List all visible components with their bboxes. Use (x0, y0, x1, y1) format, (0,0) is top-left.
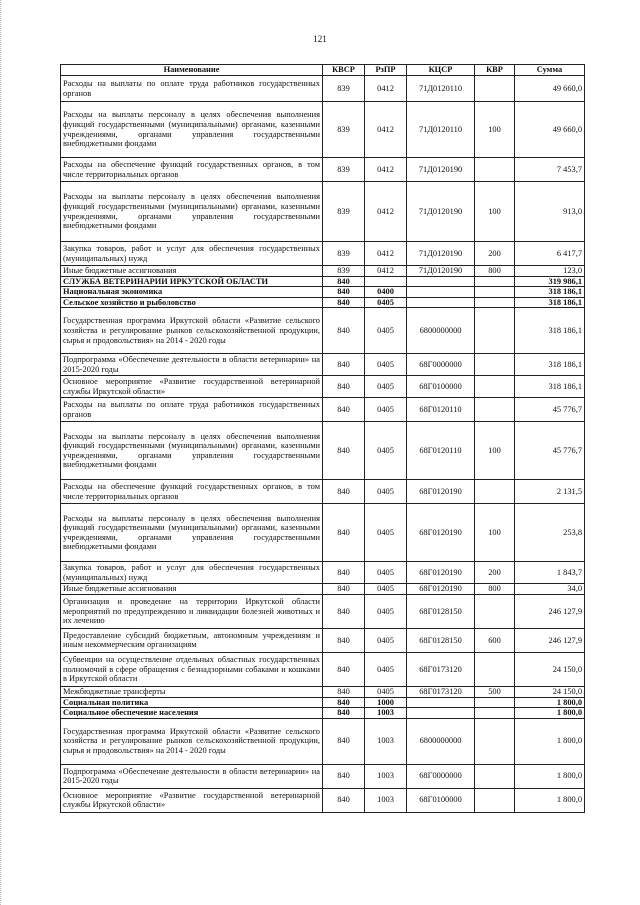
table-header-row (61, 65, 585, 76)
cell-rzpr: 0405 (365, 376, 407, 398)
cell-kvsr: 839 (323, 76, 365, 102)
cell-kvr (475, 764, 515, 788)
cell-rzpr: 0405 (365, 686, 407, 697)
cell-rzpr: 0405 (365, 480, 407, 504)
cell-name: СЛУЖБА ВЕТЕРИНАРИИ ИРКУТСКОЙ ОБЛАСТИ (61, 276, 323, 287)
cell-kvsr: 840 (323, 697, 365, 708)
cell-sum: 49 660,0 (515, 76, 585, 102)
cell-rzpr: 0412 (365, 242, 407, 266)
cell-name: Основное мероприятие «Развитие государственной ветеринарной службы Иркутской области» (61, 376, 323, 398)
cell-sum: 1 843,7 (515, 562, 585, 584)
cell-rzpr: 0412 (365, 102, 407, 158)
cell-kvsr: 840 (323, 594, 365, 628)
table-row (61, 686, 585, 697)
table-row (61, 562, 585, 584)
cell-kvsr: 839 (323, 266, 365, 277)
cell-kvsr: 840 (323, 422, 365, 480)
cell-kvsr: 840 (323, 276, 365, 287)
cell-kcsr: 68Г0120190 (407, 584, 475, 595)
cell-kvsr: 840 (323, 376, 365, 398)
cell-rzpr: 1003 (365, 718, 407, 764)
cell-sum: 1 800,0 (515, 764, 585, 788)
cell-sum: 1 800,0 (515, 788, 585, 812)
cell-kcsr: 68Г0000000 (407, 764, 475, 788)
cell-kvr (475, 276, 515, 287)
cell-kvsr: 839 (323, 102, 365, 158)
cell-name: Закупка товаров, работ и услуг для обеспечения государственных (муниципальных) нужд (61, 242, 323, 266)
cell-name: Подпрограмма «Обеспечение деятельности в области ветеринарии» на 2015-2020 годы (61, 354, 323, 376)
cell-rzpr: 0412 (365, 182, 407, 242)
cell-kcsr: 68Г0128150 (407, 628, 475, 652)
table-row (61, 102, 585, 158)
cell-name: Закупка товаров, работ и услуг для обеспечения государственных (муниципальных) нужд (61, 562, 323, 584)
cell-rzpr: 0405 (365, 297, 407, 308)
col-header-kvr: КВР (475, 65, 515, 76)
cell-sum: 318 186,1 (515, 354, 585, 376)
cell-name: Иные бюджетные ассигнования (61, 584, 323, 595)
cell-sum: 34,0 (515, 584, 585, 595)
cell-kvr (475, 788, 515, 812)
cell-rzpr: 1000 (365, 697, 407, 708)
cell-name: Предоставление субсидий бюджетным, автономным учреждениям и иным некоммерческим организациям (61, 628, 323, 652)
table-row (61, 594, 585, 628)
cell-rzpr: 0405 (365, 422, 407, 480)
cell-rzpr: 0412 (365, 158, 407, 182)
cell-sum: 1 800,0 (515, 697, 585, 708)
cell-kvsr: 839 (323, 182, 365, 242)
cell-rzpr: 0405 (365, 354, 407, 376)
cell-kvr: 600 (475, 628, 515, 652)
cell-name: Расходы на выплаты по оплате труда работников государственных органов (61, 76, 323, 102)
cell-kvsr: 840 (323, 504, 365, 562)
cell-sum: 49 660,0 (515, 102, 585, 158)
cell-sum: 319 986,1 (515, 276, 585, 287)
cell-kvr: 800 (475, 584, 515, 595)
table-row (61, 266, 585, 277)
cell-kvr: 800 (475, 266, 515, 277)
cell-kcsr: 71Д0120190 (407, 242, 475, 266)
cell-rzpr: 1003 (365, 788, 407, 812)
cell-kvr: 100 (475, 422, 515, 480)
cell-name: Национальная экономика (61, 287, 323, 298)
cell-sum: 6 417,7 (515, 242, 585, 266)
cell-name: Расходы на выплаты персоналу в целях обеспечения выполнения функций государственными (муниципальными) органами, казенными учреждениями, органами управления государственными внебюджетными фондами (61, 102, 323, 158)
cell-rzpr: 1003 (365, 708, 407, 719)
cell-kvsr: 840 (323, 480, 365, 504)
cell-rzpr: 0405 (365, 594, 407, 628)
cell-sum: 318 186,1 (515, 376, 585, 398)
table-body (61, 76, 585, 813)
cell-rzpr (365, 276, 407, 287)
cell-sum: 246 127,9 (515, 628, 585, 652)
cell-kcsr: 68Г0100000 (407, 788, 475, 812)
cell-kvr (475, 480, 515, 504)
cell-kvsr: 840 (323, 788, 365, 812)
cell-kvr (475, 376, 515, 398)
table-row (61, 276, 585, 287)
table-row (61, 697, 585, 708)
cell-kvsr: 839 (323, 242, 365, 266)
cell-name: Социальное обеспечение населения (61, 708, 323, 719)
cell-kvsr: 840 (323, 354, 365, 376)
cell-kvr (475, 708, 515, 719)
cell-sum: 1 800,0 (515, 718, 585, 764)
table-row (61, 764, 585, 788)
cell-sum: 45 776,7 (515, 422, 585, 480)
table-row (61, 182, 585, 242)
cell-kvsr: 840 (323, 708, 365, 719)
cell-kvsr: 840 (323, 297, 365, 308)
cell-sum: 253,8 (515, 504, 585, 562)
cell-kvsr: 840 (323, 562, 365, 584)
cell-kcsr: 68Г0120190 (407, 504, 475, 562)
table-row (61, 788, 585, 812)
cell-kcsr: 71Д0120110 (407, 102, 475, 158)
cell-name: Расходы на выплаты персоналу в целях обеспечения выполнения функций государственными (муниципальными) органами, казенными учреждениями, органами управления государственными внебюджетными фондами (61, 182, 323, 242)
cell-sum: 318 186,1 (515, 297, 585, 308)
table-row (61, 242, 585, 266)
cell-kcsr (407, 297, 475, 308)
cell-rzpr: 0405 (365, 398, 407, 422)
cell-name: Подпрограмма «Обеспечение деятельности в области ветеринарии» на 2015-2020 годы (61, 764, 323, 788)
cell-kvsr: 840 (323, 718, 365, 764)
cell-kcsr: 68Г0120110 (407, 398, 475, 422)
cell-name: Иные бюджетные ассигнования (61, 266, 323, 277)
table-row (61, 76, 585, 102)
cell-kvr (475, 76, 515, 102)
cell-name: Расходы на обеспечение функций государственных органов, в том числе территориальных органов (61, 158, 323, 182)
cell-sum: 318 186,1 (515, 287, 585, 298)
col-header-rzpr: РзПР (365, 65, 407, 76)
scan-edge (0, 0, 7, 905)
cell-rzpr: 0405 (365, 562, 407, 584)
cell-sum: 45 776,7 (515, 398, 585, 422)
cell-rzpr: 0400 (365, 287, 407, 298)
cell-kcsr: 68Г0120190 (407, 562, 475, 584)
cell-name: Основное мероприятие «Развитие государственной ветеринарной службы Иркутской области» (61, 788, 323, 812)
table-row (61, 504, 585, 562)
cell-sum: 318 186,1 (515, 308, 585, 354)
cell-kcsr: 68Г0173120 (407, 652, 475, 686)
table-row (61, 422, 585, 480)
cell-name: Субвенции на осуществление отдельных областных государственных полномочий в сфере обращения с безнадзорными собаками и кошками в Иркутской области (61, 652, 323, 686)
cell-kvr (475, 158, 515, 182)
cell-kcsr: 68Г0128150 (407, 594, 475, 628)
cell-rzpr: 0412 (365, 76, 407, 102)
cell-kvr (475, 308, 515, 354)
cell-kcsr: 68Г0100000 (407, 376, 475, 398)
cell-kvsr: 840 (323, 652, 365, 686)
cell-kvr: 200 (475, 562, 515, 584)
table-row (61, 354, 585, 376)
cell-kcsr: 6800000000 (407, 718, 475, 764)
cell-sum: 913,0 (515, 182, 585, 242)
cell-kcsr: 68Г0120110 (407, 422, 475, 480)
table-row (61, 158, 585, 182)
cell-kvr (475, 652, 515, 686)
cell-sum: 2 131,5 (515, 480, 585, 504)
cell-kvr: 100 (475, 504, 515, 562)
cell-sum: 24 150,0 (515, 652, 585, 686)
cell-name: Государственная программа Иркутской области «Развитие сельского хозяйства и регулирование рынков сельскохозяйственной продукции, сырья и продовольствия» на 2014 - 2020 годы (61, 308, 323, 354)
cell-sum: 7 453,7 (515, 158, 585, 182)
cell-kcsr: 71Д0120190 (407, 182, 475, 242)
col-header-kvsr: КВСР (323, 65, 365, 76)
cell-sum: 24 150,0 (515, 686, 585, 697)
cell-kvr (475, 594, 515, 628)
table-row (61, 376, 585, 398)
table-row (61, 297, 585, 308)
cell-kvsr: 840 (323, 287, 365, 298)
table-row (61, 480, 585, 504)
table-row (61, 287, 585, 298)
cell-kvr (475, 718, 515, 764)
cell-sum: 123,0 (515, 266, 585, 277)
table-row (61, 308, 585, 354)
cell-kcsr: 68Г0120190 (407, 480, 475, 504)
cell-rzpr: 0405 (365, 652, 407, 686)
cell-kvr (475, 354, 515, 376)
cell-name: Государственная программа Иркутской области «Развитие сельского хозяйства и регулирование рынков сельскохозяйственной продукции, сырья и продовольствия» на 2014 - 2020 годы (61, 718, 323, 764)
cell-kvsr: 840 (323, 628, 365, 652)
cell-sum: 1 800,0 (515, 708, 585, 719)
cell-rzpr: 0405 (365, 308, 407, 354)
cell-kcsr: 71Д0120190 (407, 266, 475, 277)
cell-kvr (475, 287, 515, 298)
cell-kcsr: 68Г0173120 (407, 686, 475, 697)
cell-kcsr (407, 276, 475, 287)
cell-kcsr: 68Г0000000 (407, 354, 475, 376)
cell-name: Сельское хозяйство и рыболовство (61, 297, 323, 308)
cell-rzpr: 0405 (365, 584, 407, 595)
cell-kvsr: 840 (323, 398, 365, 422)
cell-kvr (475, 297, 515, 308)
cell-kvsr: 840 (323, 308, 365, 354)
cell-kvsr: 839 (323, 158, 365, 182)
cell-kcsr: 6800000000 (407, 308, 475, 354)
cell-name: Расходы на выплаты персоналу в целях обеспечения выполнения функций государственными (муниципальными) органами, казенными учреждениями, органами управления государственными внебюджетными фондами (61, 504, 323, 562)
table-row (61, 708, 585, 719)
cell-kvr: 200 (475, 242, 515, 266)
cell-kcsr (407, 287, 475, 298)
table-row (61, 628, 585, 652)
cell-rzpr: 1003 (365, 764, 407, 788)
col-header-kcsr: КЦСР (407, 65, 475, 76)
col-header-sum: Сумма (515, 65, 585, 76)
cell-name: Расходы на обеспечение функций государственных органов, в том числе территориальных органов (61, 480, 323, 504)
cell-kcsr (407, 697, 475, 708)
budget-table (60, 64, 585, 813)
cell-kvsr: 840 (323, 584, 365, 595)
table-row (61, 584, 585, 595)
cell-kvr (475, 398, 515, 422)
cell-kvr: 500 (475, 686, 515, 697)
cell-rzpr: 0412 (365, 266, 407, 277)
cell-name: Межбюджетные трансферты (61, 686, 323, 697)
cell-kvr: 100 (475, 182, 515, 242)
cell-kcsr: 71Д0120190 (407, 158, 475, 182)
cell-kvsr: 840 (323, 686, 365, 697)
cell-kvsr: 840 (323, 764, 365, 788)
cell-name: Организация и проведение на территории Иркутской области мероприятий по предупреждению и ликвидации болезней животных и их лечению (61, 594, 323, 628)
cell-kvr: 100 (475, 102, 515, 158)
cell-kcsr: 71Д0120110 (407, 76, 475, 102)
page-number: 121 (313, 34, 327, 44)
cell-kcsr (407, 708, 475, 719)
table-row (61, 652, 585, 686)
col-header-name: Наименование (61, 65, 323, 76)
cell-sum: 246 127,9 (515, 594, 585, 628)
cell-rzpr: 0405 (365, 628, 407, 652)
cell-kvr (475, 697, 515, 708)
table-row (61, 398, 585, 422)
cell-rzpr: 0405 (365, 504, 407, 562)
cell-name: Социальная политика (61, 697, 323, 708)
table-row (61, 718, 585, 764)
cell-name: Расходы на выплаты по оплате труда работников государственных органов (61, 398, 323, 422)
cell-name: Расходы на выплаты персоналу в целях обеспечения выполнения функций государственными (муниципальными) органами, казенными учреждениями, органами управления государственными внебюджетными фондами (61, 422, 323, 480)
